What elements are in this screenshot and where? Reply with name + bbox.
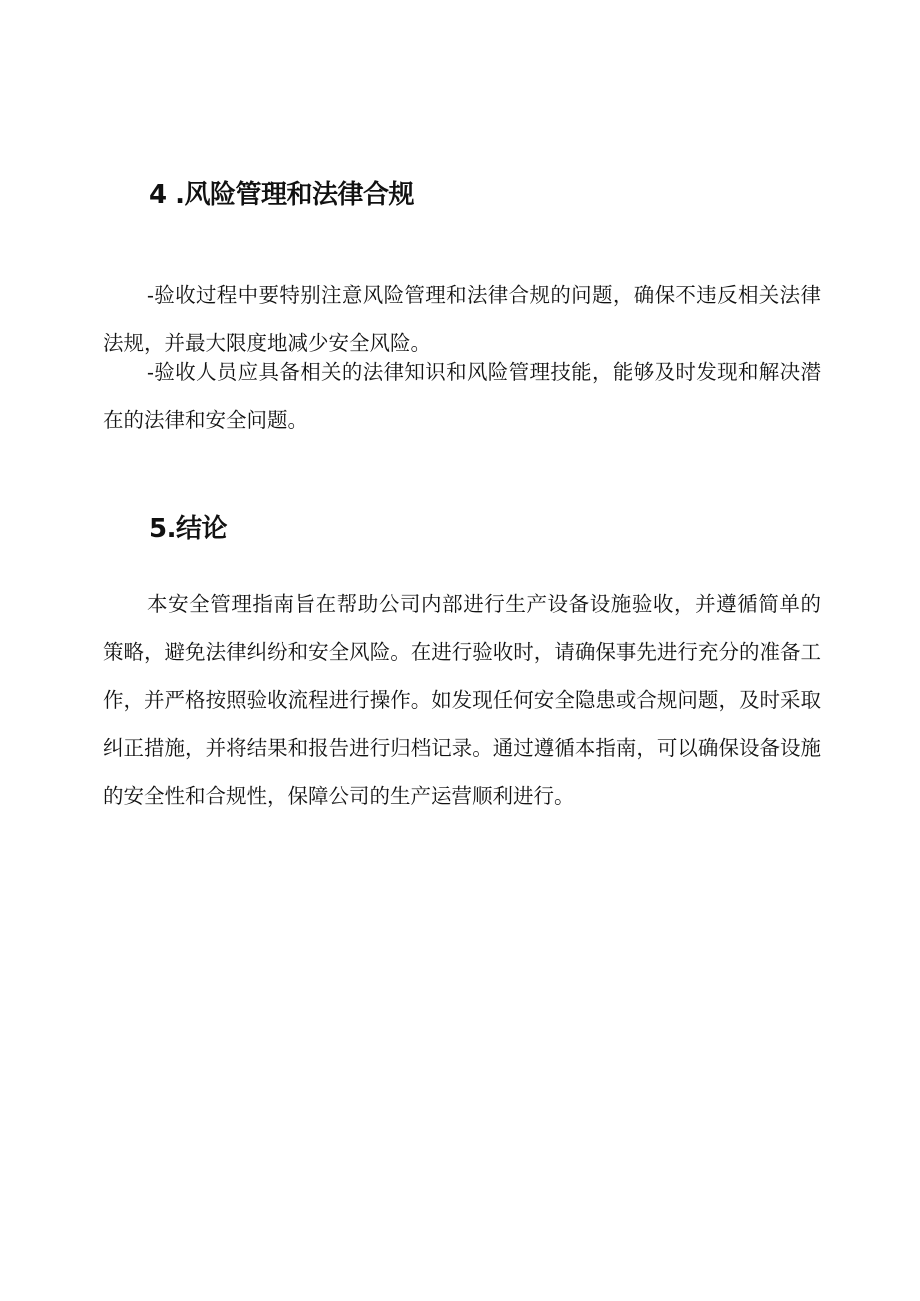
conclusion-paragraph: 本安全管理指南旨在帮助公司内部进行生产设备设施验收，并遵循简单的策略，避免法律纠纷和安全风险。在进行验收时，请确保事先进行充分的准备工作，并严格按照验收流程进行操作。如发现任何安全隐患或合规问题，及时采取纠正措施，并将结果和报告进行归档记录。通过遵循本指南，可以确保设备设施的安全性和合规性，保障公司的生产运营顺利进行。: [103, 592, 821, 808]
section-4-bullet-2: -验收人员应具备相关的法律知识和风险管理技能，能够及时发现和解决潜在的法律和安全问题。: [103, 360, 821, 432]
section-4-heading: 4 .风险管理和法律合规: [149, 180, 415, 210]
section-5-heading: 5.结论: [149, 514, 227, 544]
section-4-bullet-1: -验收过程中要特别注意风险管理和法律合规的问题，确保不违反相关法律法规，并最大限度地减少安全风险。: [103, 283, 821, 355]
